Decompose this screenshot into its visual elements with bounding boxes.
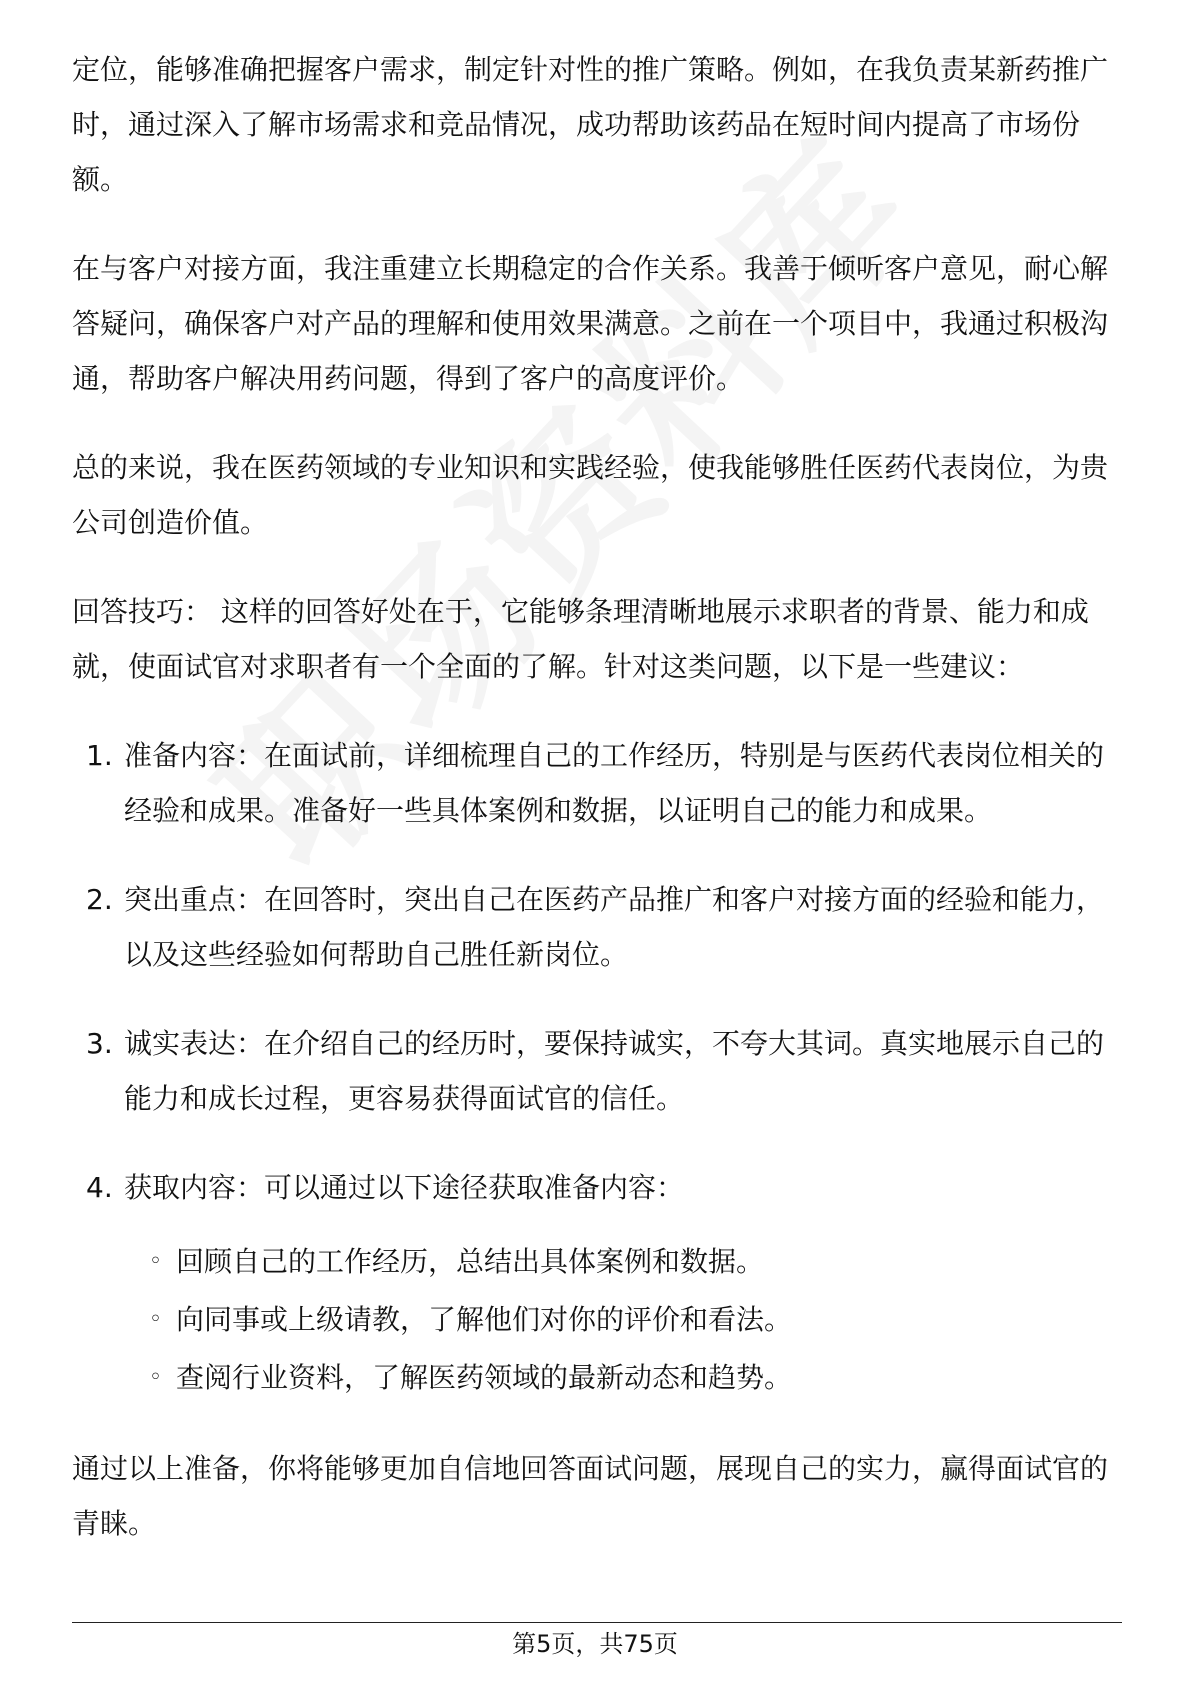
tip-text: 准备内容：在面试前，详细梳理自己的工作经历，特别是与医药代表岗位相关的经验和成果。准备好一些具体案例和数据，以证明自己的能力和成果。: [124, 739, 1105, 827]
tip-number: 4.: [86, 1171, 113, 1204]
sub-list-item: [124, 1291, 1122, 1349]
tips-list: [72, 728, 1122, 1407]
tip-number: 2.: [86, 883, 113, 916]
tip-text: 诚实表达：在介绍自己的经历时，要保持诚实，不夸大其词。真实地展示自己的能力和成长过程，更容易获得面试官的信任。: [124, 1027, 1105, 1115]
sub-item-text: 回顾自己的工作经历，总结出具体案例和数据。: [176, 1245, 765, 1278]
tip-number: 1.: [86, 739, 113, 772]
paragraph-answer-tips: 回答技巧： 这样的回答好处在于，它能够条理清晰地展示求职者的背景、能力和成就，使面试官对求职者有一个全面的了解。针对这类问题，以下是一些建议：: [72, 595, 1089, 683]
hollow-bullet-icon: ◦: [149, 1307, 162, 1332]
sub-list-item: [124, 1233, 1122, 1291]
tip-text: 获取内容：可以通过以下途径获取准备内容：: [124, 1171, 685, 1204]
sub-item-text: 查阅行业资料，了解医药领域的最新动态和趋势。: [176, 1361, 793, 1394]
paragraph-summary: 总的来说，我在医药领域的专业知识和实践经验，使我能够胜任医药代表岗位，为贵公司创造价值。: [72, 451, 1109, 539]
tip-item-2: [72, 872, 1122, 982]
tip-text: 突出重点：在回答时，突出自己在医药产品推广和客户对接方面的经验和能力，以及这些经验如何帮助自己胜任新岗位。: [124, 883, 1105, 971]
tip-item-3: [72, 1016, 1122, 1126]
sub-list-item: [124, 1349, 1122, 1407]
document-body: [72, 42, 1122, 1551]
sub-list: [124, 1233, 1122, 1407]
footer-divider: [72, 1622, 1122, 1623]
page-number: 第5页，共75页: [512, 1630, 678, 1658]
tip-number: 3.: [86, 1027, 113, 1060]
sub-item-text: 向同事或上级请教，了解他们对你的评价和看法。: [176, 1303, 793, 1336]
hollow-bullet-icon: ◦: [149, 1249, 162, 1274]
paragraph-client-relations: 在与客户对接方面，我注重建立长期稳定的合作关系。我善于倾听客户意见，耐心解答疑问，确保客户对产品的理解和使用效果满意。之前在一个项目中，我通过积极沟通，帮助客户解决用药问题，得到了客户的高度评价。: [72, 252, 1109, 395]
hollow-bullet-icon: ◦: [149, 1365, 162, 1390]
paragraph-closing: 通过以上准备，你将能够更加自信地回答面试问题，展现自己的实力，赢得面试官的青睐。: [72, 1452, 1109, 1540]
tip-item-1: [72, 728, 1122, 838]
paragraph-intro-continued: 定位，能够准确把握客户需求，制定针对性的推广策略。例如，在我负责某新药推广时，通过深入了解市场需求和竞品情况，成功帮助该药品在短时间内提高了市场份额。: [72, 53, 1109, 196]
tip-item-4: [72, 1160, 1122, 1407]
